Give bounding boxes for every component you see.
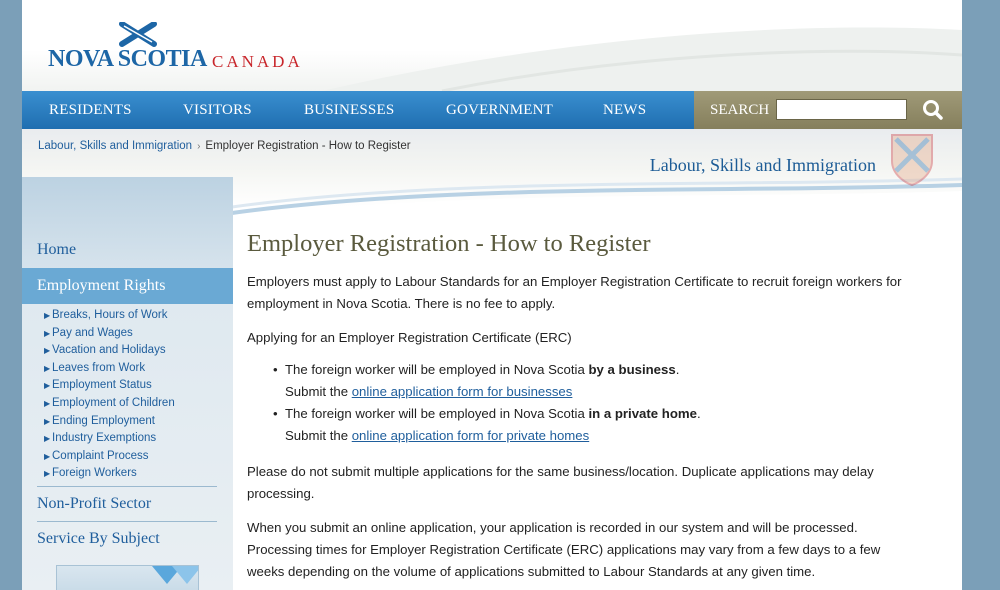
submit-text: Submit the <box>285 384 352 399</box>
logo-wordmark: NOVA SCOTIA <box>48 46 207 72</box>
nav-visitors[interactable]: VISITORS <box>183 102 252 118</box>
sidebar-subitem-label: Employment of Children <box>52 396 175 409</box>
sidebar-subitem-label: Ending Employment <box>52 414 155 427</box>
application-options-list <box>273 359 907 447</box>
triangle-right-icon: ▶ <box>44 398 51 408</box>
sidebar-subitem[interactable] <box>44 325 175 343</box>
promo-graphic <box>57 566 199 590</box>
submit-text: Submit the <box>285 428 352 443</box>
sidebar-divider <box>37 521 217 522</box>
list-item: • The foreign worker will be employed in Nova Scotia by a business. Submit the online application form for businesses <box>273 359 907 403</box>
sidebar-subitem[interactable] <box>44 465 175 483</box>
sidebar-subitem[interactable] <box>44 307 175 325</box>
sidebar-subitem-label: Breaks, Hours of Work <box>52 309 168 321</box>
saltire-flag-icon <box>118 22 158 48</box>
sidebar-subitem-label: Pay and Wages <box>52 326 133 339</box>
sidebar-subitem[interactable] <box>44 448 175 466</box>
triangle-right-icon: ▶ <box>44 311 51 320</box>
nav-businesses[interactable]: BUSINESSES <box>304 102 395 118</box>
breadcrumb-link-labour[interactable]: Labour, Skills and Immigration <box>38 140 193 152</box>
sidebar-subitem[interactable] <box>44 395 175 413</box>
triangle-right-icon: ▶ <box>44 469 51 479</box>
page <box>22 0 962 590</box>
sidebar-subitem-label: Employment Status <box>52 379 152 392</box>
sidebar-subitem[interactable] <box>44 342 175 360</box>
chevron-right-icon: › <box>197 141 201 152</box>
triangle-right-icon: ▶ <box>44 451 51 461</box>
business-application-link[interactable]: online application form for businesses <box>351 384 573 399</box>
processing-note: When you submit an online application, your application is recorded in our system and will be processed. Processing times for Employer Registration Certificate (ERC) applications may vary from a few days to a few weeks depending on the volume of applications submitted to Labour Standards at any given time. <box>247 520 881 579</box>
sidebar-subitem-label: Foreign Workers <box>52 467 137 480</box>
sidebar-subitem[interactable] <box>44 377 175 395</box>
sidebar-subitem-label: Industry Exemptions <box>52 432 157 445</box>
sidebar-item-service-by-subject[interactable]: Service By Subject <box>37 530 160 547</box>
triangle-right-icon: ▶ <box>44 328 51 338</box>
breadcrumb <box>38 140 411 152</box>
triangle-right-icon: ▶ <box>44 381 51 391</box>
main-content <box>247 230 907 590</box>
sidebar-subitem-label: Vacation and Holidays <box>52 344 166 357</box>
bullet-bold-text: by a business <box>588 362 676 377</box>
sidebar-item-non-profit[interactable]: Non-Profit Sector <box>37 495 152 512</box>
crest-icon <box>888 131 936 187</box>
nav-news[interactable]: NEWS <box>603 102 647 118</box>
nova-scotia-logo[interactable] <box>48 22 348 72</box>
sidebar-subitem[interactable] <box>44 413 175 431</box>
list-item: • The foreign worker will be employed in Nova Scotia in a private home. Submit the online application form for private homes <box>273 403 907 447</box>
sidebar-promo-image[interactable] <box>56 565 199 590</box>
sidebar-submenu <box>44 307 175 483</box>
sidebar <box>22 177 233 590</box>
sidebar-subitem-label: Leaves from Work <box>52 361 146 374</box>
intro-paragraph: Employers must apply to Labour Standards for an Employer Registration Certificate to recruit foreign workers for employment in Nova Scotia. There is no fee to apply. <box>247 274 902 311</box>
main-nav <box>22 91 962 129</box>
duplicate-note: Please do not submit multiple applications for the same business/location. Duplicate applications may delay processing. <box>247 464 874 501</box>
triangle-right-icon: ▶ <box>44 416 51 426</box>
sidebar-item-employment-rights[interactable]: Employment Rights <box>37 277 166 294</box>
nav-government[interactable]: GOVERNMENT <box>446 102 553 118</box>
sidebar-subitem-label: Complaint Process <box>52 449 149 462</box>
page-title: Employer Registration - How to Register <box>247 230 651 257</box>
sidebar-subitem[interactable] <box>44 360 175 378</box>
bullet-text: The foreign worker will be employed in Nova Scotia <box>285 362 589 377</box>
breadcrumb-current: Employer Registration - How to Register <box>205 140 411 152</box>
logo-canada: CANADA <box>212 52 303 71</box>
sidebar-divider <box>37 486 217 487</box>
triangle-right-icon: ▶ <box>44 363 51 373</box>
sidebar-item-home[interactable]: Home <box>37 241 77 258</box>
triangle-right-icon: ▶ <box>44 346 51 356</box>
search-input[interactable] <box>776 99 907 120</box>
search-label: SEARCH <box>710 102 770 118</box>
section-title: Labour, Skills and Immigration <box>649 155 876 175</box>
bullet-text: The foreign worker will be employed in Nova Scotia <box>285 406 589 421</box>
nav-residents[interactable]: RESIDENTS <box>49 102 132 118</box>
search-area <box>694 91 962 129</box>
triangle-right-icon: ▶ <box>44 434 51 444</box>
sidebar-subitem[interactable] <box>44 430 175 448</box>
bullet-bold-text: in a private home <box>588 406 697 421</box>
search-icon[interactable] <box>920 98 946 122</box>
private-home-application-link[interactable]: online application form for private homes <box>351 428 590 443</box>
applying-heading: Applying for an Employer Registration Certificate (ERC) <box>247 330 572 345</box>
